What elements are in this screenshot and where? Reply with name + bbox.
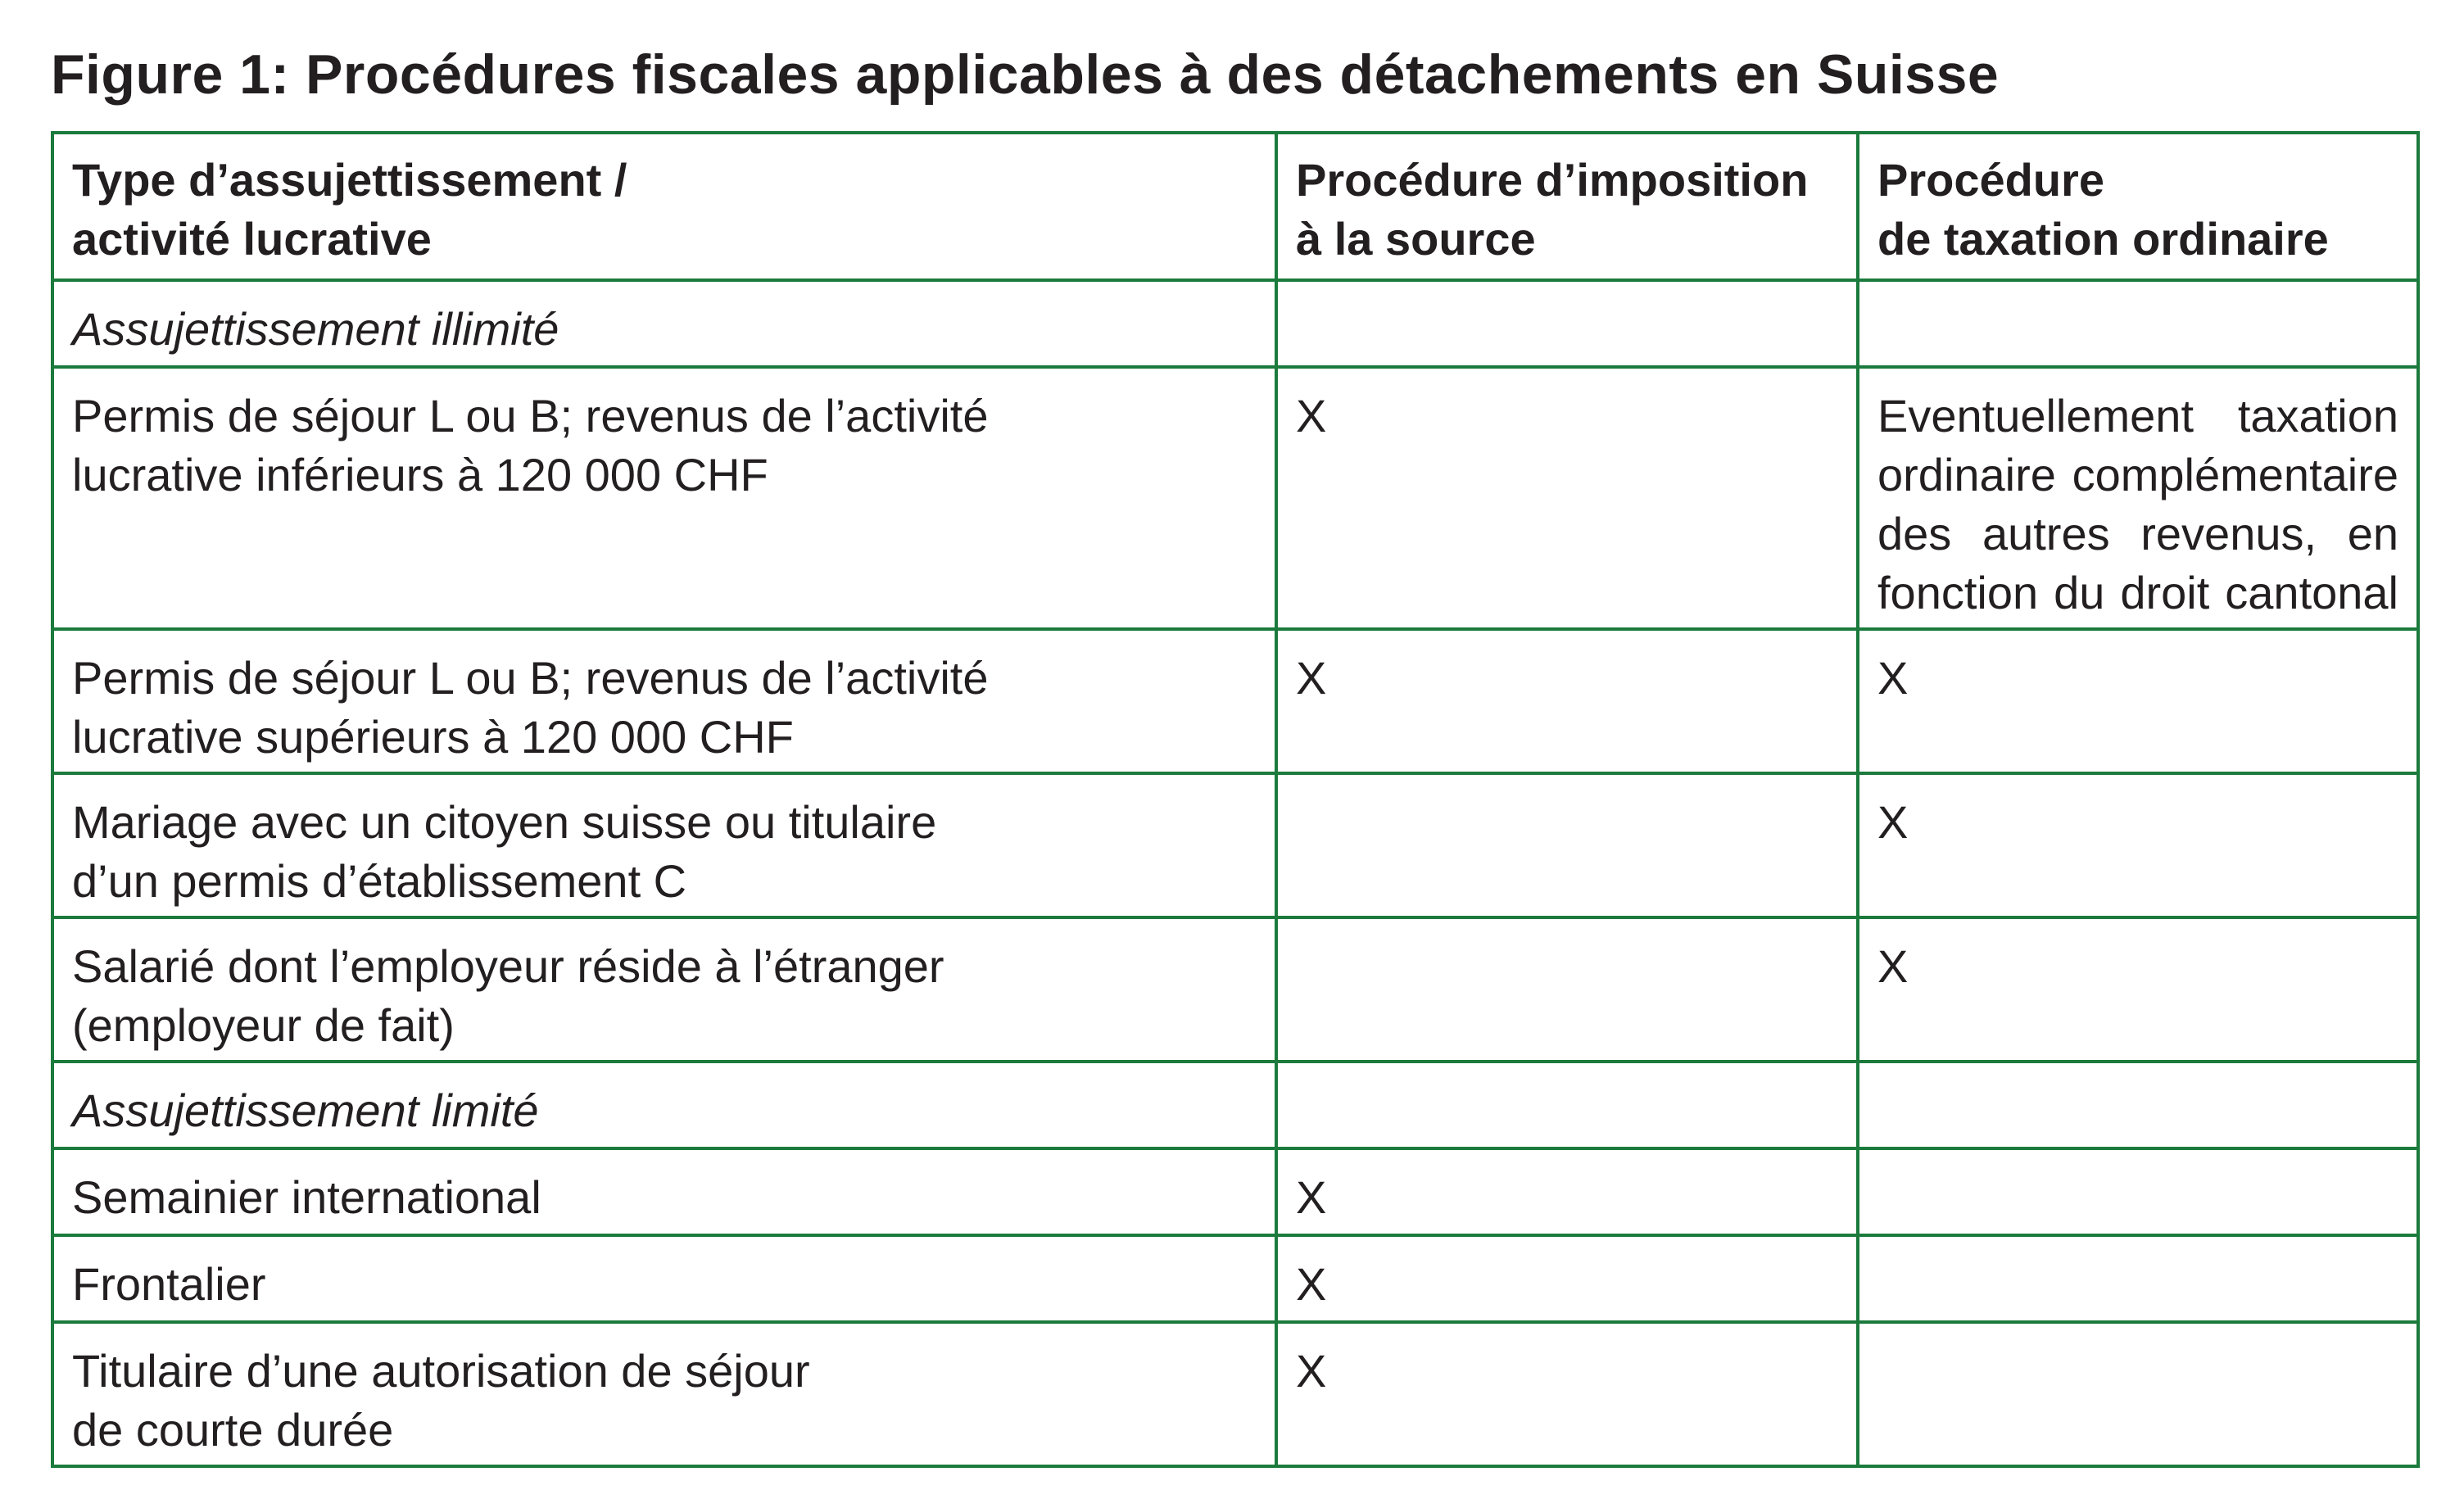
source-mark: X: [1276, 367, 1858, 629]
ordinaire-mark: X: [1858, 629, 2418, 773]
header-row: [52, 133, 2418, 280]
row-label-line: (employeur de fait): [72, 999, 455, 1051]
source-mark: [1276, 773, 1858, 917]
ordinaire-mark: X: [1858, 773, 2418, 917]
note-line: Eventuellement taxation: [1877, 390, 2398, 442]
source-mark: [1276, 917, 1858, 1062]
table-row: [52, 1148, 2418, 1235]
empty-cell: [1858, 280, 2418, 367]
figure-title: Figure 1: Procédures fiscales applicables à des détachements en Suisse: [51, 43, 2000, 106]
row-label: [52, 1322, 1276, 1466]
note-line: ordinaire complémentaire: [1877, 449, 2398, 500]
table-row: [52, 629, 2418, 773]
header-ordinaire-line-2: de taxation ordinaire: [1877, 213, 2329, 265]
table-row: [52, 917, 2418, 1062]
header-source-line-2: à la source: [1296, 213, 1536, 265]
table-row: [52, 773, 2418, 917]
ordinaire-mark: [1858, 1322, 2418, 1466]
empty-cell: [1858, 1062, 2418, 1148]
empty-cell: [1276, 1062, 1858, 1148]
header-ordinaire: [1858, 133, 2418, 280]
row-label: [52, 1148, 1276, 1235]
source-mark: X: [1276, 1322, 1858, 1466]
section-heading: Assujettissement illimité: [52, 280, 1276, 367]
table-row: [52, 1235, 2418, 1322]
table-row: [52, 367, 2418, 629]
empty-cell: [1276, 280, 1858, 367]
row-label-line: Frontalier: [72, 1258, 266, 1310]
header-ordinaire-line-1: Procédure: [1877, 154, 2104, 206]
row-label: [52, 367, 1276, 629]
row-label: [52, 773, 1276, 917]
note-line: des autres revenus, en: [1877, 508, 2398, 559]
row-label-line: lucrative inférieurs à 120 000 CHF: [72, 449, 768, 500]
section-heading: Assujettissement limité: [52, 1062, 1276, 1148]
header-source-line-1: Procédure d’imposition: [1296, 154, 1809, 206]
row-label-line: de courte durée: [72, 1404, 394, 1456]
row-label-line: d’un permis d’établissement C: [72, 855, 687, 907]
ordinaire-mark: [1858, 1148, 2418, 1235]
source-mark: X: [1276, 629, 1858, 773]
row-label-line: Semainier international: [72, 1171, 541, 1223]
row-label-line: lucrative supérieurs à 120 000 CHF: [72, 711, 794, 763]
row-label: [52, 917, 1276, 1062]
header-type: [52, 133, 1276, 280]
row-label-line: Titulaire d’une autorisation de séjour: [72, 1345, 810, 1397]
row-label-line: Permis de séjour L ou B; revenus de l’activité: [72, 390, 989, 442]
header-source: [1276, 133, 1858, 280]
table-row: [52, 1322, 2418, 1466]
ordinaire-mark: X: [1858, 917, 2418, 1062]
header-type-line-1: Type d’assujettissement /: [72, 154, 627, 206]
tax-procedures-table: [51, 131, 2420, 1468]
row-label-line: Mariage avec un citoyen suisse ou titulaire: [72, 796, 937, 848]
ordinaire-mark: [1858, 1235, 2418, 1322]
source-mark: X: [1276, 1235, 1858, 1322]
row-label-line: Salarié dont l’employeur réside à l’étranger: [72, 940, 944, 992]
section-row-limite: [52, 1062, 2418, 1148]
header-type-line-2: activité lucrative: [72, 213, 432, 265]
row-label-line: Permis de séjour L ou B; revenus de l’activité: [72, 652, 989, 704]
row-label: [52, 629, 1276, 773]
ordinaire-note: [1858, 367, 2418, 629]
source-mark: X: [1276, 1148, 1858, 1235]
section-row-illimite: [52, 280, 2418, 367]
row-label: [52, 1235, 1276, 1322]
note-line: fonction du droit cantonal: [1877, 567, 2398, 618]
